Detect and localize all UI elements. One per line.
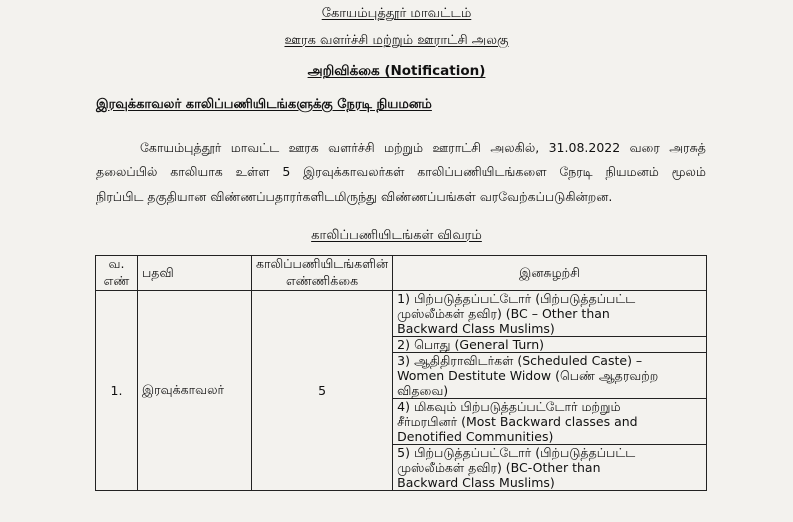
- district-heading: கோயம்புத்தூர் மாவட்டம்: [321, 6, 472, 21]
- department-heading: ஊரக வளர்ச்சி மற்றும் ஊராட்சி அலகு: [284, 33, 509, 48]
- word: வரை: [629, 140, 660, 155]
- reservation-text: பிற்படுத்தப்பட்டோர் (பிற்படுத்தப்பட்ட: [414, 445, 636, 460]
- paragraph-line-1: [140, 140, 706, 157]
- word: அலகில்,: [490, 140, 540, 155]
- table-row: [96, 291, 707, 337]
- vacancy-table-title: காலிப்பணியிடங்கள் விவரம்: [311, 228, 482, 243]
- word: இரவுக்காவலர்கள்: [303, 164, 405, 179]
- paragraph-line-3: நிரப்பிட தகுதியான விண்ணப்பதாரர்களிடமிருந்து விண்ணப்பங்கள் வரவேற்கப்படுகின்றன.: [96, 189, 613, 204]
- word: வளர்ச்சி: [328, 140, 375, 155]
- reservation-text: விதவை): [397, 383, 449, 398]
- subject-line: இரவுக்காவலர் காலிப்பணியிடங்களுக்கு நேரடி நியமனம்: [96, 97, 432, 112]
- reservation-item: [393, 399, 707, 445]
- word: ஊரக: [288, 140, 319, 155]
- row-post: இரவுக்காவலர்: [138, 291, 252, 491]
- reservation-text: ஆதிதிராவிடர்கள் (Scheduled Caste) –: [414, 353, 643, 368]
- word: மாவட்ட: [230, 140, 280, 155]
- word: காலிப்பணியிடங்களை: [417, 164, 547, 179]
- reservation-text: பிற்படுத்தப்பட்டோர் (பிற்படுத்தப்பட்ட: [414, 291, 636, 306]
- reservation-number: 5): [397, 445, 410, 460]
- paragraph-line-2: [96, 164, 706, 181]
- word: காலியாக: [170, 164, 223, 179]
- row-sno: 1.: [96, 291, 138, 491]
- reservation-number: 3): [397, 353, 410, 368]
- reservation-text: Backward Class Muslims): [397, 321, 555, 336]
- reservation-number: 1): [397, 291, 410, 306]
- word: தலைப்பில்: [96, 164, 158, 179]
- reservation-text: பொது (General Turn): [414, 337, 544, 352]
- word: அரசுத்: [669, 140, 706, 155]
- reservation-text: Denotified Communities): [397, 429, 554, 444]
- word: உள்ள: [235, 164, 270, 179]
- word: நியமனம்: [605, 164, 659, 179]
- sno-label-2: எண்: [103, 273, 130, 288]
- word: கோயம்புத்தூர்: [140, 140, 222, 155]
- row-count: 5: [252, 291, 393, 491]
- notification-title: அறிவிக்கை (Notification): [307, 63, 486, 79]
- table-header-row: [96, 256, 707, 291]
- col-header-sno: [96, 256, 138, 291]
- reservation-item: [393, 337, 707, 353]
- col-header-count: [252, 256, 393, 291]
- count-label-2: எண்ணிக்கை: [286, 273, 359, 288]
- reservation-text: Backward Class Muslims): [397, 475, 555, 490]
- reservation-text: முஸ்லீம்கள் தவிர) (BC – Other than: [397, 306, 610, 321]
- word: 31.08.2022: [548, 140, 621, 155]
- count-label-1: காலிப்பணியிடங்களின்: [256, 256, 389, 271]
- word: மற்றும்: [384, 140, 424, 155]
- word: 5: [282, 164, 291, 179]
- sno-label-1: வ.: [108, 256, 125, 271]
- reservation-item: [393, 291, 707, 337]
- reservation-text: மிகவும் பிற்படுத்தப்பட்டோர் மற்றும்: [414, 399, 621, 414]
- word: நேரடி: [559, 164, 593, 179]
- reservation-text: முஸ்லீம்கள் தவிர) (BC-Other than: [397, 460, 601, 475]
- reservation-item: [393, 353, 707, 399]
- reservation-number: 4): [397, 399, 410, 414]
- reservation-number: 2): [397, 337, 410, 352]
- col-header-reservation: இனசுழற்சி: [393, 256, 707, 291]
- vacancy-table: [95, 255, 707, 491]
- reservation-text: Women Destitute Widow (பெண் ஆதரவற்ற: [397, 368, 659, 383]
- reservation-item: [393, 445, 707, 491]
- word: ஊராட்சி: [432, 140, 481, 155]
- word: மூலம்: [671, 164, 706, 179]
- col-header-post: பதவி: [138, 256, 252, 291]
- reservation-text: சீர்மரபினர் (Most Backward classes and: [397, 414, 638, 429]
